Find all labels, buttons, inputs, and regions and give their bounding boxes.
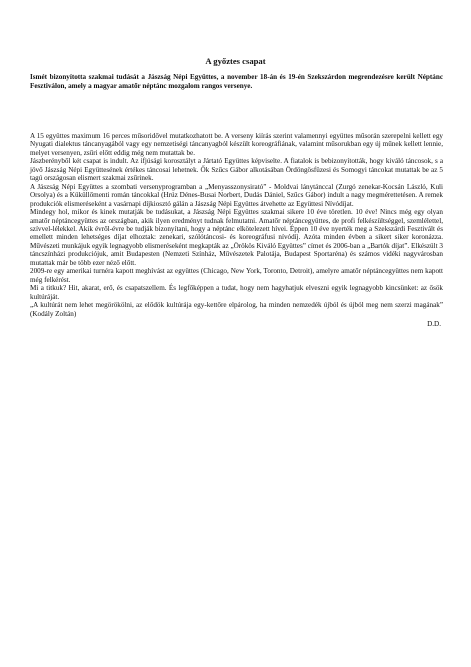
- body-paragraph: Mi a titkuk? Hit, akarat, erő, és csapatszellem. És legfőképpen a tudat, hogy nem hagyhatjuk elveszni egyik legnagyobb kincsünket: az ősök kultúráját.: [30, 284, 443, 301]
- article-body: [30, 128, 443, 318]
- body-paragraph: A Jászság Népi Együttes a szombati versenyprogramban a „Menyasszonysirató” - Moldvai lánytánccal (Zurgó zenekar-Kocsán László, Kuli Orsolya) és a Küküllőmenti román táncokkal (Hrúz Dénes-Busai Norbert, Dudás Dániel, Szűcs Gábor) indult a nagy megmérettetésen. A remek produkciók elismeréseként a vasárnapi díjkiosztó gálán a Jászság Népi Együttes átvehette az Együttesi Nívódíjat.: [30, 182, 443, 208]
- body-paragraph: Mindegy hol, mikor és kinek mutatják be tudásukat, a Jászság Népi Együttes szakmai sikere 10 éve töretlen. 10 éve! Nincs még egy olyan amatőr néptáncegyüttes az országban, akik ilyen eredményt tudnak felmutatni. Amatőr néptáncegyüttes, de profi felkészültséggel, szemlélettel, szívvel-lélekkel. Akik évről-évre be tudják bizonyítani, hogy a néptánc elkötelezett hívei. Éppen 10 éve nyerték meg a Szekszárdi Fesztivált és emellett minden lehetséges díjat elhoztak: zenekari, szólótáncosi- és koreográfusi nívódíj. Azóta minden évben a sikert siker koronázza. Művészeti munkájuk egyik legnagyobb elismeréseként megkapták az „Örökös Kiváló Együttes” címet és 2006-ban a „Bartók díjat”. Elkészült 3 táncszínházi produkciójuk, amit Budapesten (Nemzeti Színház, Művészetek Palotája, Budapest Sportaréna) és számos vidéki nagyvárosban mutattak már be több ezer néző előtt.: [30, 208, 443, 267]
- body-paragraph: Jászberényből két csapat is indult. Az ifjúsági korosztályt a Jártató Együttes képviselte. A fiatalok is bebizonyították, hogy kiváló táncosok, s a jövő Jászság Népi Együttesének értékes táncosai lehetnek. Ők Szűcs Gábor alkotásában Ördöngösfüzesi és Somogyi táncokat mutattak be az 5 tagú országosan elismert szakmai zsűrinek.: [30, 157, 443, 183]
- body-paragraph: A 15 együttes maximum 16 perces műsoridővel mutatkozhatott be. A verseny kiírás szerint valamennyi együttes műsorán szerepelni kellett egy Nyugati dialektus táncanyagából vagy egy nemzetiségi táncanyagból készült koreográfiának, valamint műsorukban egy új műnek kellett lennie, melyet versenyen, zsűri előtt eddig még nem mutattak be.: [30, 132, 443, 157]
- quote-paragraph: „A kultúrát nem lehet megörökölni, az elődök kultúrája egy-kettőre elpárolog, ha minden nemzedék újból és újból meg nem szerzi magának” (Kodály Zoltán): [30, 301, 443, 318]
- article-title: A győztes csapat: [205, 56, 266, 66]
- author-signature: D.D.: [427, 320, 441, 328]
- lead-paragraph: Ismét bizonyította szakmai tudását a Jászság Népi Együttes, a november 18-án és 19-én Szekszárdon megrendezésre került Néptánc Fesztiválon, amely a magyar amatőr néptánc mozgalom rangos versenye.: [30, 73, 443, 90]
- body-paragraph: 2009-re egy amerikai turnéra kapott meghívást az együttes (Chicago, New York, Toronto, Detroit), amelyre amatőr néptáncegyüttes nem kapott még felkérést.: [30, 267, 443, 284]
